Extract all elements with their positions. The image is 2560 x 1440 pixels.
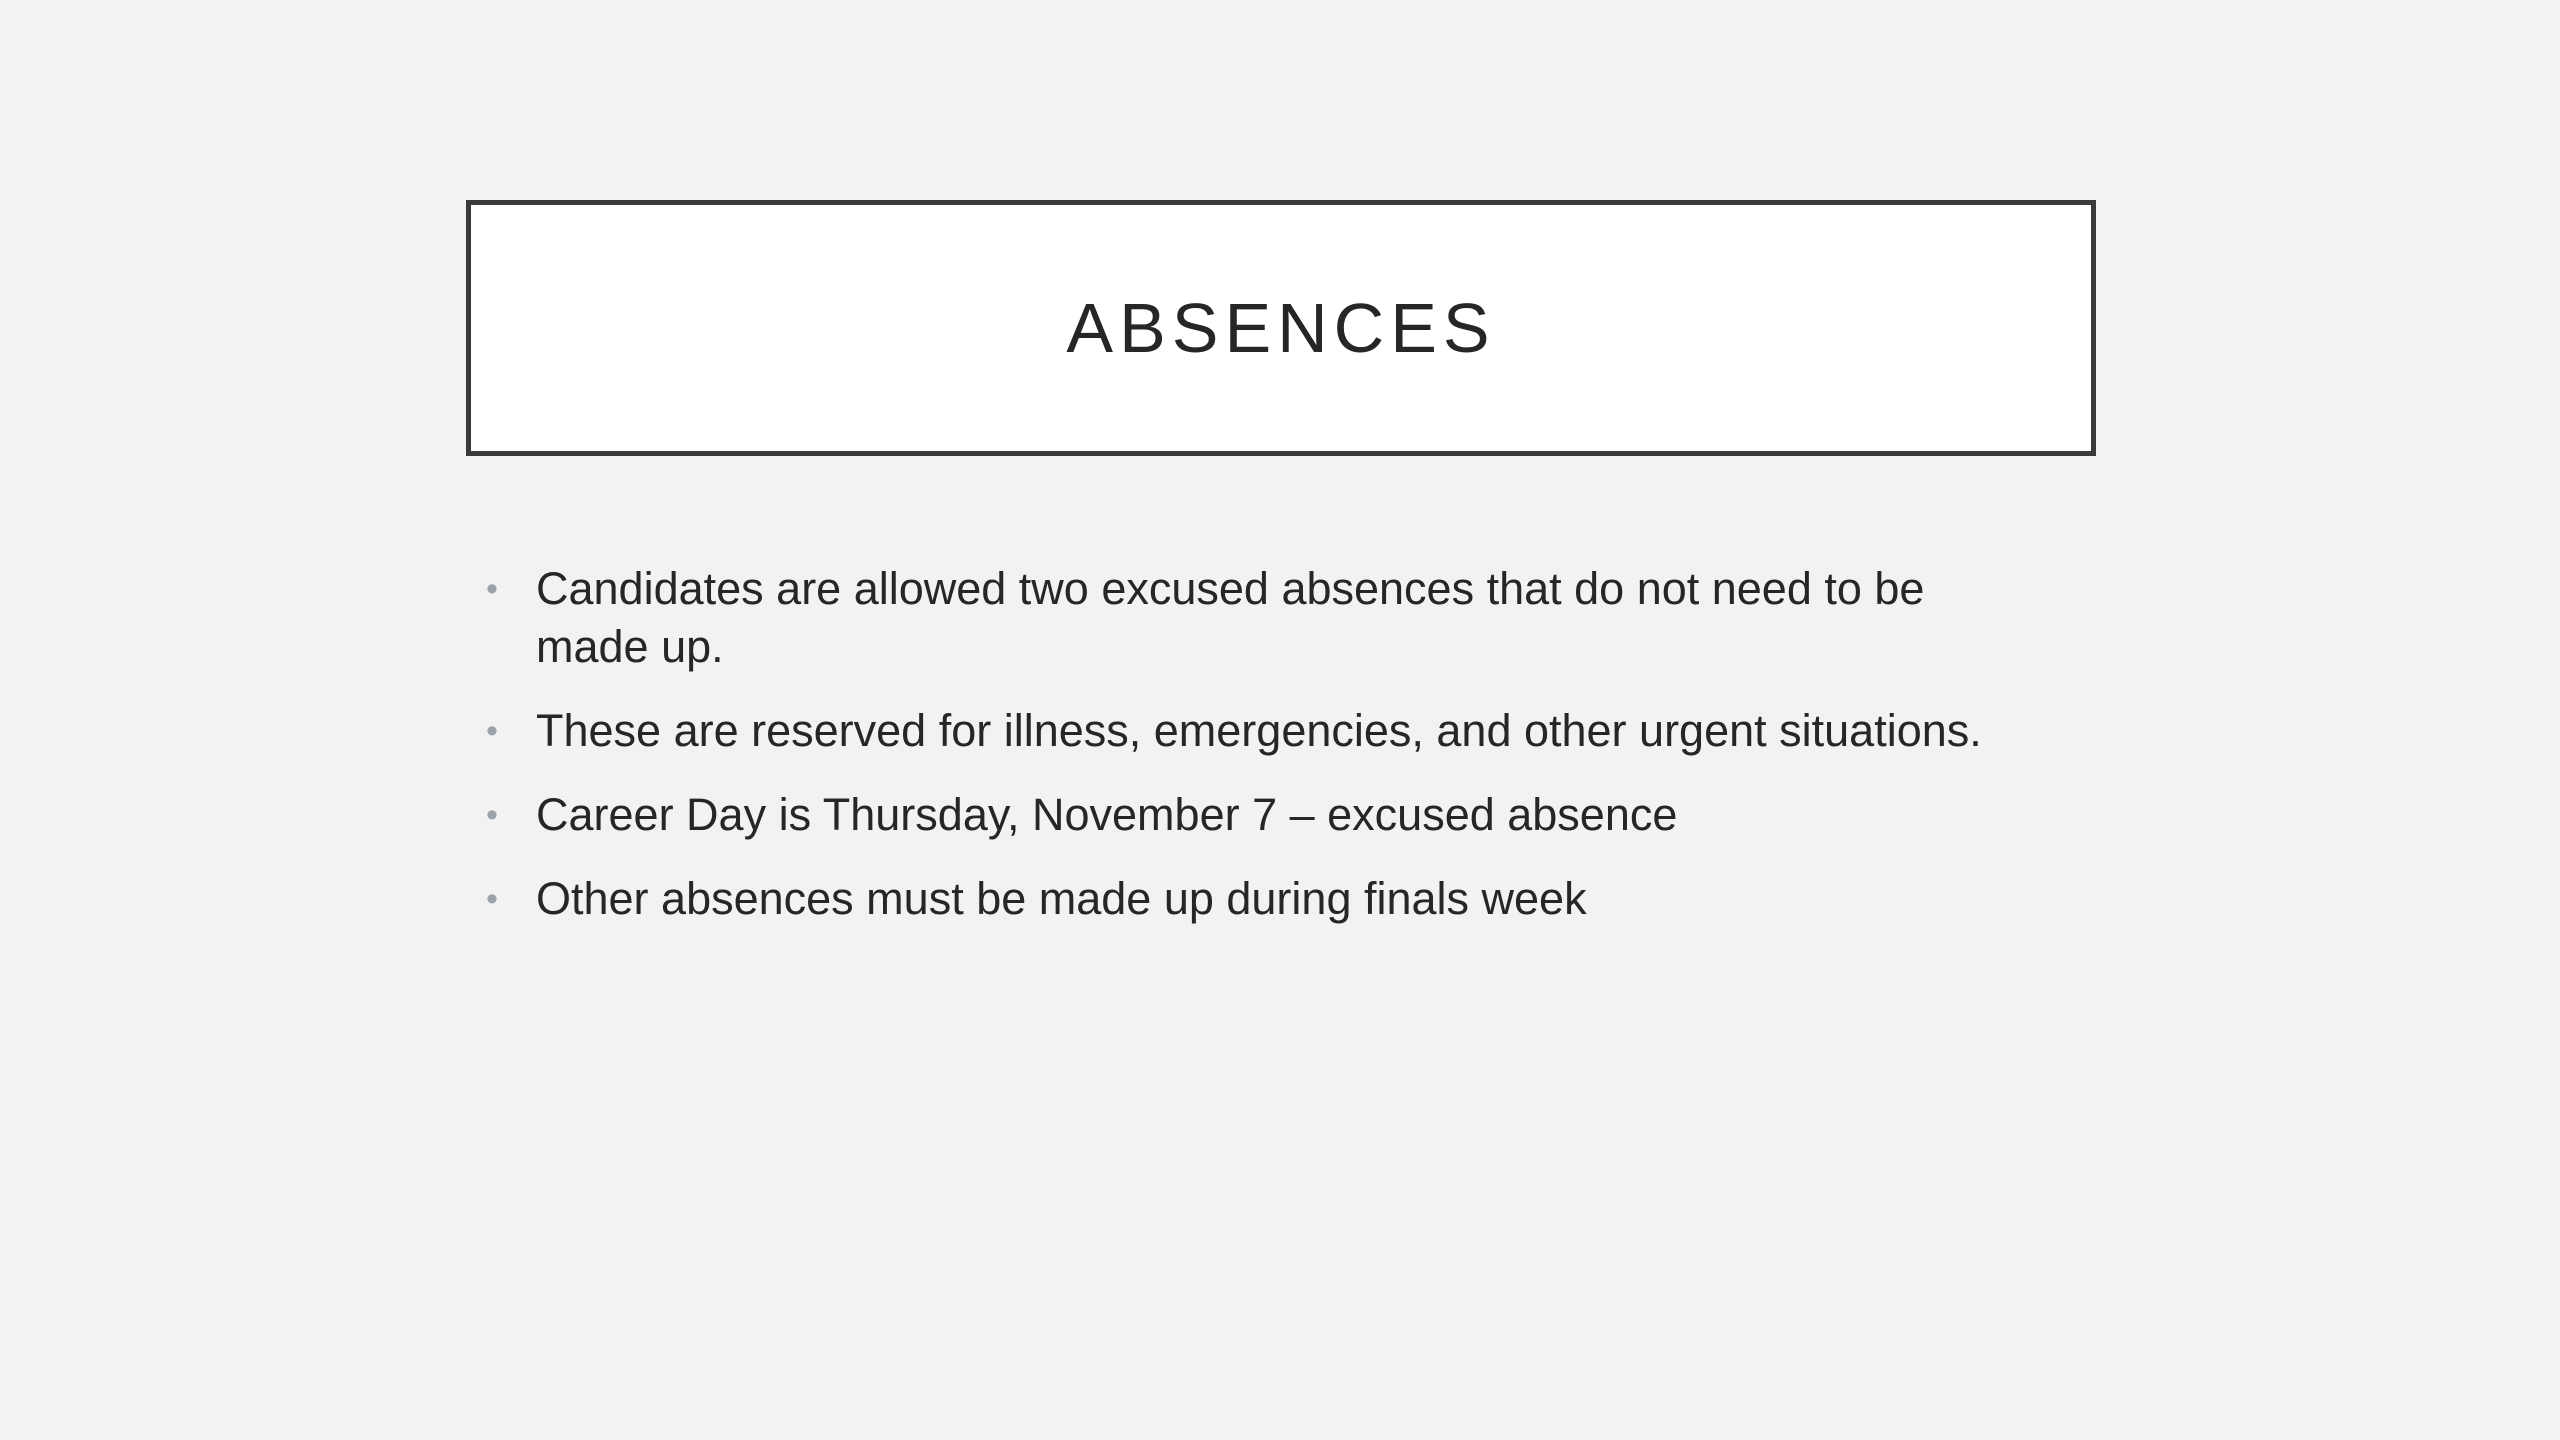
- bullet-icon: •: [486, 712, 498, 750]
- bullet-text: These are reserved for illness, emergencies, and other urgent situations.: [536, 705, 1982, 756]
- bullet-icon: •: [486, 880, 498, 918]
- bullet-list: [484, 560, 2044, 954]
- bullet-item: [484, 702, 2044, 760]
- bullet-icon: •: [486, 570, 498, 608]
- bullet-text: Career Day is Thursday, November 7 – excused absence: [536, 789, 1678, 840]
- bullet-text: Other absences must be made up during finals week: [536, 873, 1587, 924]
- bullet-icon: •: [486, 796, 498, 834]
- bullet-item: [484, 786, 2044, 844]
- slide-title: ABSENCES: [1066, 289, 1496, 367]
- bullet-item: [484, 560, 2044, 676]
- bullet-text: Candidates are allowed two excused absences that do not need to be made up.: [536, 563, 1925, 672]
- title-box: [466, 200, 2096, 456]
- bullet-item: [484, 870, 2044, 928]
